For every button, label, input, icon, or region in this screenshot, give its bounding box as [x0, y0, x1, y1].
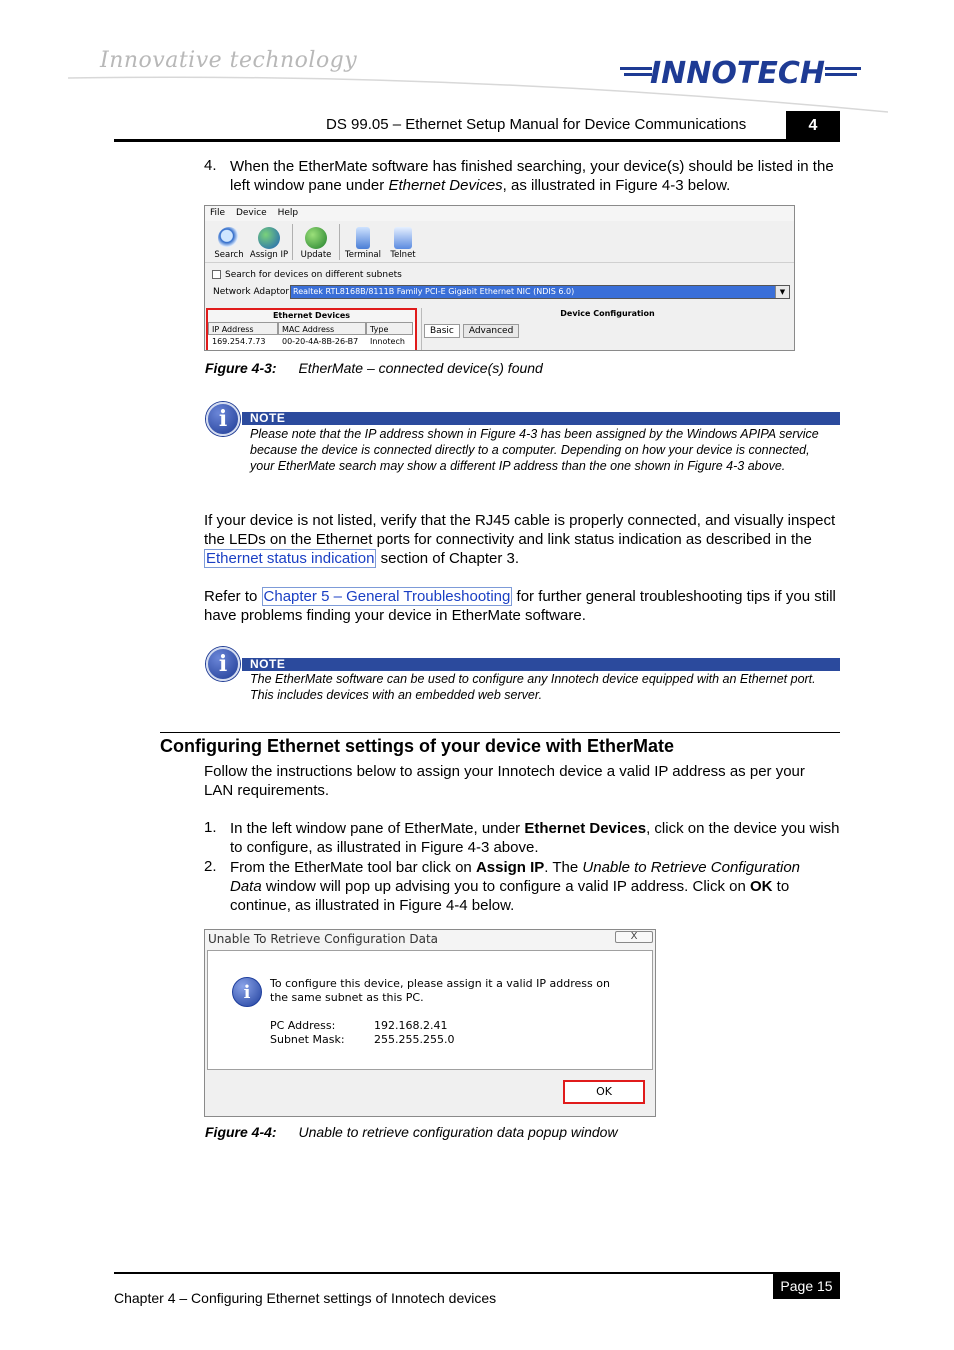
dialog-message: To configure this device, please assign it a valid IP address on the same subnet as this PC.: [270, 977, 610, 1004]
figure-4-4-label: Figure 4-4:: [205, 1124, 277, 1140]
step-4-text-emphasis: Ethernet Devices: [388, 177, 503, 194]
figure-4-4-text: Unable to retrieve configuration data popup window: [298, 1124, 618, 1140]
figure-4-4-caption: [205, 1124, 618, 1140]
tab-basic[interactable]: Basic: [424, 324, 460, 338]
document-title: DS 99.05 – Ethernet Setup Manual for Device Communications: [326, 116, 747, 133]
unable-to-retrieve-dialog: [204, 929, 656, 1117]
toolbar-separator: [339, 224, 340, 260]
note-2-text: The EtherMate software can be used to configure any Innotech device equipped with an Ethernet port. This includes devices with an embedded web server.: [250, 672, 816, 702]
figure-4-3-label: Figure 4-3:: [205, 360, 277, 376]
subnet-mask-label: Subnet Mask:: [270, 1033, 345, 1046]
step-1-number: 1.: [204, 819, 217, 836]
menu-bar: [205, 206, 794, 221]
figure-4-3-caption: [205, 360, 543, 376]
section-heading: Configuring Ethernet settings of your device with EtherMate: [160, 736, 675, 756]
step-4-text-post: , as illustrated in Figure 4-3 below.: [502, 177, 731, 194]
tab-advanced[interactable]: Advanced: [463, 324, 519, 338]
logo-text: INNOTECH: [650, 56, 825, 90]
header-divider: [114, 139, 840, 142]
note-2-header: NOTE: [242, 658, 840, 671]
header-tagline: Innovative technology: [100, 48, 358, 73]
assign-ip-button[interactable]: [249, 227, 289, 262]
paragraph-troubleshooting: [204, 587, 840, 625]
ethernet-devices-pane: [206, 308, 417, 351]
config-tabs: [422, 324, 793, 338]
close-icon[interactable]: X: [615, 931, 653, 943]
ethernet-devices-title: Ethernet Devices: [208, 310, 415, 322]
device-configuration-pane: [421, 308, 793, 351]
pc-address-label: PC Address:: [270, 1019, 336, 1032]
telnet-icon: [394, 227, 412, 249]
chapter-number-badge: 4: [786, 111, 840, 141]
network-adaptor-select[interactable]: [290, 285, 790, 299]
footer-chapter-title: Chapter 4 – Configuring Ethernet settings of Innotech devices: [114, 1290, 497, 1306]
telnet-button[interactable]: [383, 227, 423, 262]
step-2-text: [230, 858, 830, 915]
menu-help[interactable]: Help: [277, 208, 299, 218]
menu-device[interactable]: Device: [235, 208, 267, 218]
footer-divider: [114, 1272, 840, 1274]
step-2-part-g: to continue, as illustrated in Figure 4-4 below.: [230, 878, 790, 914]
info-icon: i: [206, 402, 240, 436]
telnet-button-label: Telnet: [390, 250, 416, 260]
paragraph-not-listed: [204, 511, 840, 568]
innotech-logo: [620, 54, 865, 90]
step-2-part-b: Assign IP: [475, 859, 545, 876]
search-button[interactable]: [209, 227, 249, 262]
assign-ip-button-label: Assign IP: [249, 250, 289, 260]
toolbar-separator: [292, 224, 293, 260]
page-number: Page 15: [773, 1273, 840, 1299]
step-4-number: 4.: [204, 157, 217, 174]
step-2-part-a: From the EtherMate tool bar click on: [230, 859, 476, 876]
subnet-mask-value: 255.255.255.0: [374, 1033, 455, 1046]
column-type[interactable]: Type: [366, 322, 413, 335]
pc-address-value: 192.168.2.41: [374, 1019, 448, 1032]
table-row[interactable]: [208, 335, 415, 348]
figure-4-3-text: EtherMate – connected device(s) found: [298, 360, 543, 376]
step-1-pre: In the left window pane of EtherMate, under: [230, 820, 525, 837]
network-adaptor-value: Realtek RTL8168B/8111B Family PCI-E Gigabit Ethernet NIC (NDIS 6.0): [291, 286, 775, 298]
column-mac-address[interactable]: MAC Address: [278, 322, 366, 335]
step-2-part-c: . The: [544, 859, 583, 876]
dialog-title: Unable To Retrieve Configuration Data: [205, 930, 655, 950]
troubleshooting-link[interactable]: Chapter 5 – General Troubleshooting: [263, 588, 511, 605]
device-mac: 00-20-4A-8B-26-B7: [282, 337, 359, 346]
info-icon: i: [206, 647, 240, 681]
section-intro: Follow the instructions below to assign your Innotech device a valid IP address as per your LAN requirements.: [204, 763, 805, 799]
paragraph-not-listed-post: section of Chapter 3.: [376, 550, 520, 567]
column-ip-address[interactable]: IP Address: [208, 322, 278, 335]
note-1-header: NOTE: [242, 412, 840, 425]
toolbar: [205, 221, 794, 263]
device-ip: 169.254.7.73: [212, 337, 266, 346]
note-1-text: Please note that the IP address shown in Figure 4-3 has been assigned by the Windows APIPA service because the device is connected directly to a computer. Depending on how your device is connected, your EtherMate search may show a different IP address than the one shown in Figure 4-3 above.: [250, 427, 819, 473]
subnet-search-option[interactable]: [205, 267, 794, 283]
step-4-text: [230, 157, 840, 195]
step-1-bold: Ethernet Devices: [524, 820, 647, 837]
subnet-search-label: Search for devices on different subnets: [225, 270, 402, 280]
section-divider: [160, 732, 840, 733]
ethernet-status-link[interactable]: Ethernet status indication: [206, 550, 375, 567]
paragraph-not-listed-pre: If your device is not listed, verify that the RJ45 cable is properly connected, and visually inspect the LEDs on the Ethernet ports for connectivity and link status indication as described in the: [204, 512, 836, 548]
dialog-body: [207, 950, 653, 1070]
terminal-button-label: Terminal: [345, 250, 381, 260]
info-icon: i: [232, 977, 262, 1007]
paragraph-troubleshooting-pre: Refer to: [204, 588, 262, 605]
update-globe-icon: [305, 227, 327, 249]
terminal-button[interactable]: [343, 227, 383, 262]
update-button[interactable]: [296, 227, 336, 262]
ethermate-screenshot: [204, 205, 795, 351]
step-1-text: [230, 819, 840, 857]
devices-table-header: [208, 322, 415, 335]
terminal-icon: [356, 227, 370, 249]
step-2-part-e: window will pop up advising you to configure a valid IP address. Click on: [261, 878, 751, 895]
update-button-label: Update: [300, 250, 332, 260]
step-2-number: 2.: [204, 858, 217, 875]
subnet-search-checkbox[interactable]: [212, 270, 221, 279]
globe-icon: [258, 227, 280, 249]
network-adaptor-label: Network Adaptor: [213, 287, 290, 297]
device-configuration-title: Device Configuration: [560, 309, 655, 318]
network-adaptor-row: [205, 283, 794, 301]
ok-button[interactable]: OK: [563, 1080, 645, 1104]
menu-file[interactable]: File: [210, 208, 226, 218]
step-2-part-f: OK: [750, 878, 773, 895]
search-button-label: Search: [214, 250, 244, 260]
chevron-down-icon[interactable]: ▼: [775, 286, 789, 298]
step-4-text-pre: When the EtherMate software has finished searching, your device(s) should be listed in the left window pane under: [230, 158, 834, 194]
step-1-post: , click on the device you wish to configure, as illustrated in Figure 4-3 above.: [230, 820, 840, 856]
device-type: Innotech: [370, 337, 405, 346]
paragraph-troubleshooting-post: for further general troubleshooting tips if you still have problems finding your device in EtherMate software.: [204, 588, 836, 624]
step-2-part-d: Unable to Retrieve Configuration Data: [230, 859, 801, 895]
search-icon: [218, 227, 240, 249]
